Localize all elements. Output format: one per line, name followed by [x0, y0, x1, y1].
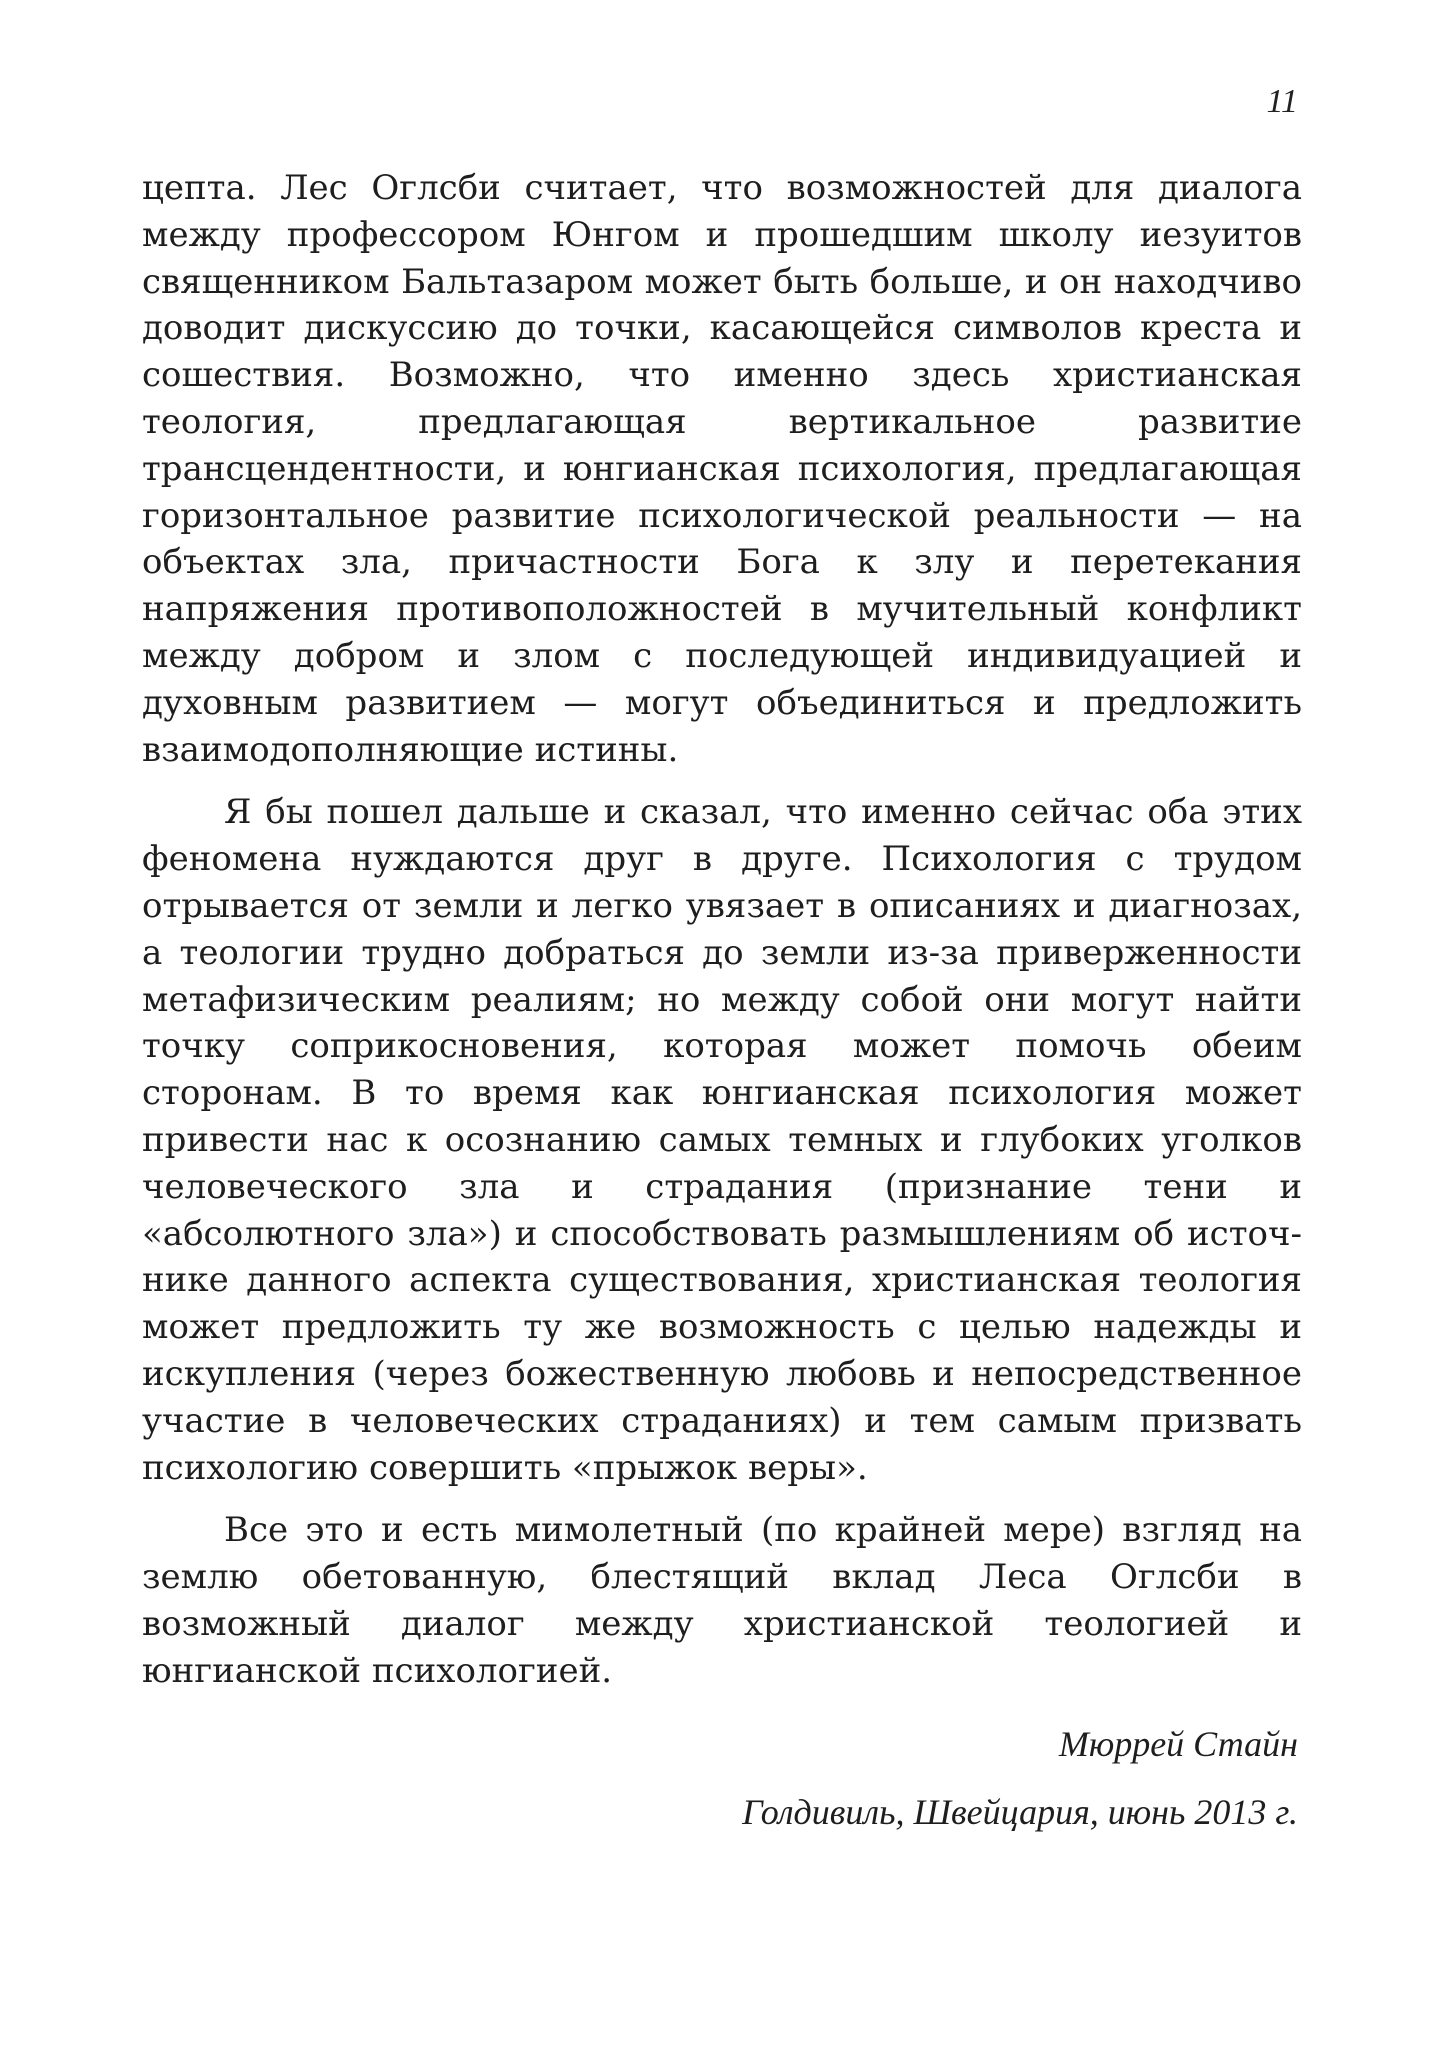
body-text	[142, 165, 1302, 1695]
signature-author: Мюррей Стайн	[1058, 1724, 1298, 1764]
paragraph-continuation: цепта. Лес Оглсби считает, что возможностей для диалога между профессором Юнгом и прошедшим школу иезуитов священником Бальтазаром может быть больше, и он находчиво доводит дискуссию до точки, касающейся символов креста и сошествия. Возможно, что именно здесь христианская теология, предлагающая вертикальное развитие трансцендентности, и юнгианская психология, предлагающая горизонтальное развитие психологической реальности — на объектах зла, причастности Бога к злу и перетекания напряжения противоположностей в мучительный конфликт между добром и злом с последующей индивидуацией и духовным развитием — могут объединиться и предложить взаимодополняющие истины.	[142, 168, 1302, 770]
paragraph-psychology-theology: Я бы пошел дальше и сказал, что именно сейчас оба этих феномена нуждаются друг в друге. Психология с трудом отрывается от земли и легко увязает в описаниях и диагнозах, а теологии трудно добраться до земли из-за приверженности метафизическим реалиям; но между собой они могут найти точку соприкосновения, которая может помочь обеим сторонам. В то время как юнгианская психология может привести нас к осознанию самых темных и глубоких уголков человеческого зла и страдания (признание тени и «абсолютного зла») и способствовать размышлениям об источнике данного аспекта существования, христианская теология может предложить ту же возможность с целью надежды и искупления (через божественную любовь и непосредственное участие в человеческих страданиях) и тем самым призвать психологию совершить «прыжок веры».	[142, 792, 1302, 1488]
page-number: 11	[1266, 83, 1298, 120]
signature-place-date: Голдивиль, Швейцария, июнь 2013 г.	[742, 1792, 1298, 1832]
paragraph-closing: Все это и есть мимолетный (по крайней мере) взгляд на землю обетованную, блестящий вклад Леса Оглсби в возможный диалог между христианской теологией и юнгианской психологией.	[142, 1510, 1302, 1691]
